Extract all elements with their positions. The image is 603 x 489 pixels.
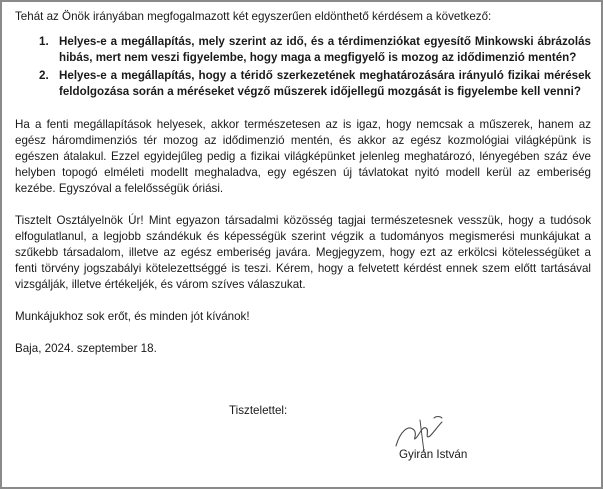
question-number: 2. <box>39 69 49 82</box>
question-item <box>15 34 591 66</box>
question-text: Helyes-e a megállapítás, mely szerint az idő, és a térdimenziókat egyesítő Minkowski ábrázolás hibás, mert nem veszi figyelembe, hogy maga a megfigyelő is mozog az idődimenzió mentén? <box>59 35 591 64</box>
paragraph-consequences: Ha a fenti megállapítások helyesek, akkor természetesen az is igaz, hogy nemcsak a műszerek, hanem az egész háromdimenziós tér mozog az idődimenzió mentén, és akkor az egész kozmológiai világképünk is egészen átalakul. Ezzel egyidejűleg pedig a fizikai világképünket jelenleg meghatározó, lényegében száz éve helyben topogó elméleti modellt meghaladva, egy egészen új távlatokat nyitó modell kerül az emberiség kezébe. Egyszóval a felelősségük óriási. <box>15 118 591 195</box>
intro-text: Tehát az Önök irányában megfogalmazott két egyszerűen eldönthető kérdésem a következő: <box>15 10 492 23</box>
question-number: 1. <box>39 35 49 48</box>
question-text: Helyes-e a megállapítás, hogy a téridő szerkezetének meghatározására irányuló fizikai mérések feldolgozása során a méréseket végző műszerek időjellegű mozgását is figyelembe kell venni? <box>59 69 591 98</box>
paragraph-wishes: Munkájukhoz sok erőt, és minden jót kívánok! <box>15 310 250 323</box>
signer-name: Gyirán István <box>399 448 468 461</box>
paragraph-request: Tisztelt Osztályelnök Úr! Mint egyazon társadalmi közösség tagjai természetesnek vesszük, hogy a tudósok elfogulatlanul, a legjobb szándékuk és képességük szerint végzik a tudományos megismerési munkájukat a szűkebb társadalom, illetve az egész emberiség javára. Megjegyzem, hogy ezt az erkölcsi kötelességüket a fenti törvény jogszabályi kötelezettséggé is teszi. Kérem, hogy a felvetett kérdést ennek szem előtt tartásával vizsgálják, illetve értékeljék, és várom szíves válaszukat. <box>15 214 591 291</box>
question-list <box>15 34 591 100</box>
date-line: Baja, 2024. szeptember 18. <box>15 342 157 355</box>
question-item <box>15 68 591 100</box>
closing-text: Tisztelettel: <box>229 404 288 417</box>
letter-body <box>15 9 591 373</box>
